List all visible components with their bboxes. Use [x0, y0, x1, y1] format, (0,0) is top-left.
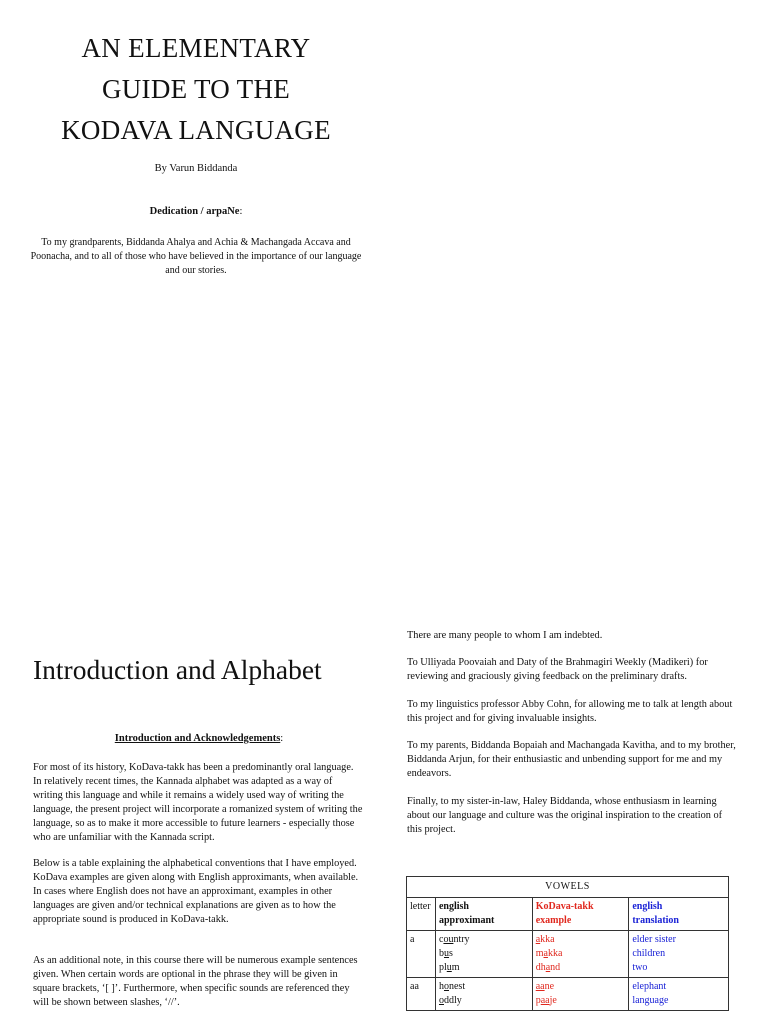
title-line-2: GUIDE TO THE	[101, 74, 291, 104]
header-kodava-line2: example	[535, 915, 572, 926]
vowels-table	[406, 876, 729, 1011]
section-heading: Introduction and Alphabet	[33, 654, 322, 685]
title-line-3: KODAVA LANGUAGE	[61, 115, 331, 145]
author-byline: By Varun Biddanda	[154, 163, 238, 174]
english-word: country	[438, 934, 470, 945]
dedication-heading	[30, 206, 362, 217]
ack-paragraph: To my linguistics professor Abby Cohn, for allowing me to talk at length about this project and for giving invaluable insights.	[407, 699, 733, 724]
english-word: plum	[438, 962, 460, 973]
kodava-cell	[532, 978, 629, 1011]
table-row	[407, 978, 729, 1011]
intro-paragraph: For most of its history, KoDava-takk has been a predominantly oral language. In relatively recent times, the Kannada alphabet was adapted as a way of writing this language and while it remains a widely used way of writing the language, the present project will incorporate a romanized system of writing the language, so as to make it more accessible to future learners - especially those who are unfamiliar with the Kannada script.	[33, 762, 363, 843]
english-word: oddly	[438, 995, 462, 1006]
letter-cell: a	[407, 931, 436, 978]
header-kodava-line1: KoDava-takk	[535, 901, 594, 912]
table-header-row	[407, 898, 729, 931]
header-letter: letter	[407, 898, 436, 931]
letter-cell: aa	[407, 978, 436, 1011]
translation-word: two	[632, 962, 648, 973]
translation-word: elephant	[632, 981, 667, 992]
dedication-heading-colon: :	[239, 206, 243, 217]
table-row	[407, 931, 729, 978]
translation-word: children	[632, 948, 666, 959]
kodava-word: paaje	[535, 995, 557, 1006]
header-kodava	[532, 898, 629, 931]
kodava-word: makka	[535, 948, 563, 959]
acknowledgements-heading	[33, 733, 365, 744]
header-english-line2: approximant	[438, 915, 495, 926]
english-cell	[435, 931, 532, 978]
header-english	[435, 898, 532, 931]
ack-paragraph: Finally, to my sister-in-law, Haley Biddanda, whose enthusiasm in learning about our language and culture was the original inspiration to the creation of this project.	[407, 796, 723, 835]
ack-paragraph: To my parents, Biddanda Bopaiah and Machangada Kavitha, and to my brother, Biddanda Arjun, for their enthusiastic and unbending support for me and my endeavors.	[407, 740, 736, 779]
header-translation	[629, 898, 729, 931]
header-translation-line2: translation	[632, 915, 679, 926]
intro-paragraph: Below is a table explaining the alphabetical conventions that I have employed. KoDava examples are given along with English approximants, when available. In cases where English does not have an approximant, examples in other languages are given and/or technical explanations are given as to how the appropriate sound is produced in KoDava-takk.	[33, 858, 359, 925]
table-caption: VOWELS	[407, 877, 729, 898]
english-word: bus	[438, 948, 453, 959]
kodava-cell	[532, 931, 629, 978]
english-word: honest	[438, 981, 466, 992]
translation-word: elder sister	[632, 934, 676, 945]
acknowledgements-heading-colon: :	[280, 733, 284, 744]
header-english-line1: english	[438, 901, 469, 912]
dedication-heading-text: Dedication / arpaNe	[149, 206, 240, 217]
dedication-text: To my grandparents, Biddanda Ahalya and Achia & Machangada Accava and Poonacha, and to all of those who have believed in the importance of our language and our stories.	[30, 237, 362, 276]
title-line-1: AN ELEMENTARY	[81, 33, 311, 63]
document-title	[30, 28, 362, 151]
kodava-word: aane	[535, 981, 555, 992]
translation-cell	[629, 978, 729, 1011]
acknowledgements-heading-text: Introduction and Acknowledgements	[114, 733, 281, 744]
translation-word: language	[632, 995, 669, 1006]
kodava-word: akka	[535, 934, 555, 945]
ack-paragraph: To Ulliyada Poovaiah and Daty of the Brahmagiri Weekly (Madikeri) for reviewing and graciously giving feedback on the preliminary drafts.	[407, 657, 708, 682]
english-cell	[435, 978, 532, 1011]
kodava-word: dhand	[535, 962, 561, 973]
translation-cell	[629, 931, 729, 978]
intro-paragraph: As an additional note, in this course there will be numerous example sentences given. When certain words are optional in the phrase they will be given in square brackets, ‘[ ]’. Furthermore, when specific sounds are referenced they will be shown between slashes, ‘//’.	[33, 955, 358, 1008]
ack-paragraph: There are many people to whom I am indebted.	[407, 630, 603, 641]
header-translation-line1: english	[632, 901, 663, 912]
